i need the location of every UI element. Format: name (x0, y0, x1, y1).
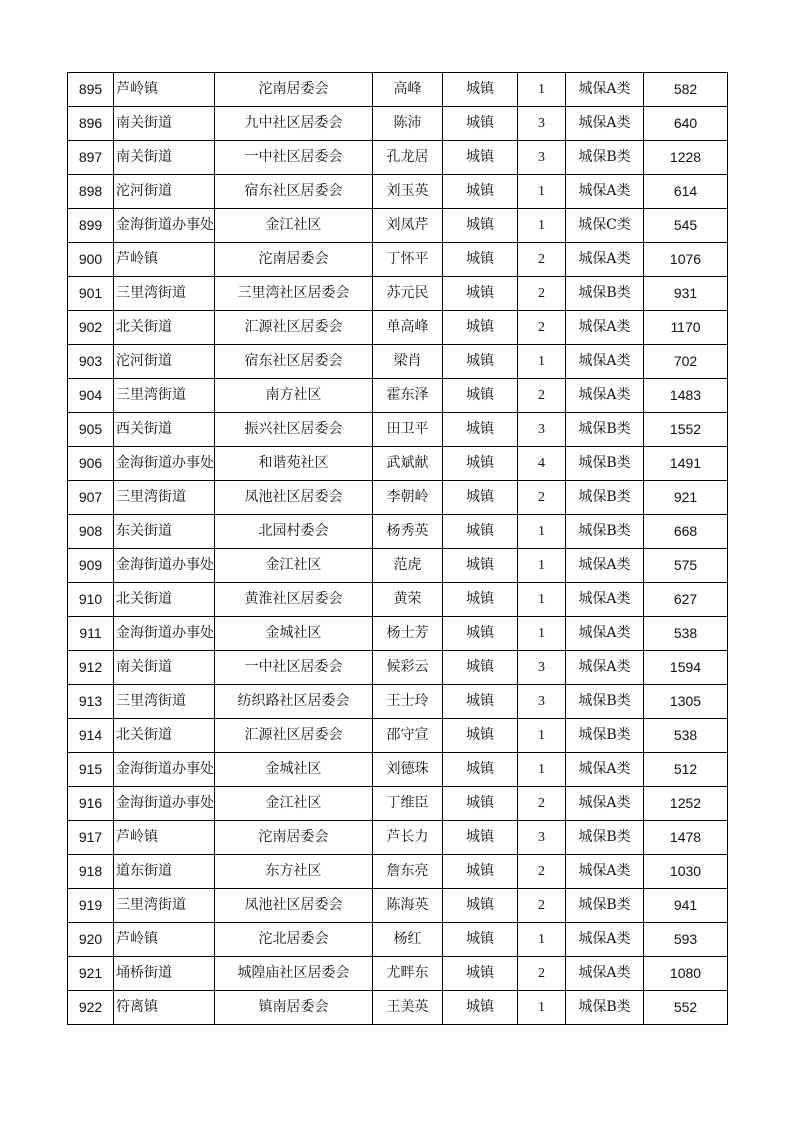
town-cell: 金海街道办事处 (114, 447, 215, 481)
member-count-cell: 3 (518, 413, 566, 447)
table-row (68, 549, 728, 583)
table-row (68, 923, 728, 957)
member-count-cell: 2 (518, 481, 566, 515)
amount-cell: 668 (644, 515, 728, 549)
row-number: 919 (68, 889, 114, 923)
amount-cell: 640 (644, 107, 728, 141)
community-cell: 宿东社区居委会 (215, 175, 373, 209)
household-type-cell: 城镇 (443, 107, 518, 141)
household-type-cell: 城镇 (443, 889, 518, 923)
household-type-cell: 城镇 (443, 549, 518, 583)
community-cell: 沱南居委会 (215, 821, 373, 855)
row-number: 909 (68, 549, 114, 583)
community-cell: 金江社区 (215, 549, 373, 583)
person-name-cell: 李朝岭 (373, 481, 443, 515)
person-name-cell: 高峰 (373, 73, 443, 107)
household-type-cell: 城镇 (443, 957, 518, 991)
community-cell: 金城社区 (215, 617, 373, 651)
person-name-cell: 王美英 (373, 991, 443, 1025)
table-row (68, 957, 728, 991)
community-cell: 东方社区 (215, 855, 373, 889)
town-cell: 金海街道办事处 (114, 617, 215, 651)
community-cell: 一中社区居委会 (215, 651, 373, 685)
household-type-cell: 城镇 (443, 311, 518, 345)
amount-cell: 552 (644, 991, 728, 1025)
row-number: 896 (68, 107, 114, 141)
household-type-cell: 城镇 (443, 651, 518, 685)
member-count-cell: 1 (518, 719, 566, 753)
member-count-cell: 1 (518, 617, 566, 651)
member-count-cell: 2 (518, 379, 566, 413)
table-row (68, 345, 728, 379)
table-row (68, 209, 728, 243)
member-count-cell: 1 (518, 923, 566, 957)
community-cell: 沱南居委会 (215, 73, 373, 107)
member-count-cell: 1 (518, 209, 566, 243)
row-number: 897 (68, 141, 114, 175)
row-number: 921 (68, 957, 114, 991)
member-count-cell: 2 (518, 277, 566, 311)
amount-cell: 921 (644, 481, 728, 515)
row-number: 916 (68, 787, 114, 821)
member-count-cell: 3 (518, 685, 566, 719)
row-number: 920 (68, 923, 114, 957)
member-count-cell: 2 (518, 787, 566, 821)
benefit-class-cell: 城保B类 (566, 277, 644, 311)
row-number: 904 (68, 379, 114, 413)
community-cell: 振兴社区居委会 (215, 413, 373, 447)
amount-cell: 1252 (644, 787, 728, 821)
household-type-cell: 城镇 (443, 719, 518, 753)
benefit-class-cell: 城保B类 (566, 719, 644, 753)
community-cell: 北园村委会 (215, 515, 373, 549)
household-type-cell: 城镇 (443, 73, 518, 107)
household-type-cell: 城镇 (443, 209, 518, 243)
row-number: 905 (68, 413, 114, 447)
person-name-cell: 尤畔东 (373, 957, 443, 991)
amount-cell: 1080 (644, 957, 728, 991)
member-count-cell: 1 (518, 73, 566, 107)
row-number: 915 (68, 753, 114, 787)
town-cell: 西关街道 (114, 413, 215, 447)
benefit-class-cell: 城保A类 (566, 855, 644, 889)
person-name-cell: 杨士芳 (373, 617, 443, 651)
member-count-cell: 1 (518, 991, 566, 1025)
person-name-cell: 丁怀平 (373, 243, 443, 277)
person-name-cell: 霍东泽 (373, 379, 443, 413)
town-cell: 沱河街道 (114, 345, 215, 379)
benefit-class-cell: 城保A类 (566, 107, 644, 141)
row-number: 918 (68, 855, 114, 889)
person-name-cell: 范虎 (373, 549, 443, 583)
person-name-cell: 詹东亮 (373, 855, 443, 889)
town-cell: 三里湾街道 (114, 481, 215, 515)
household-type-cell: 城镇 (443, 855, 518, 889)
amount-cell: 538 (644, 617, 728, 651)
household-type-cell: 城镇 (443, 753, 518, 787)
town-cell: 三里湾街道 (114, 277, 215, 311)
benefit-class-cell: 城保B类 (566, 889, 644, 923)
household-type-cell: 城镇 (443, 617, 518, 651)
amount-cell: 575 (644, 549, 728, 583)
town-cell: 芦岭镇 (114, 923, 215, 957)
community-cell: 金城社区 (215, 753, 373, 787)
member-count-cell: 1 (518, 515, 566, 549)
member-count-cell: 2 (518, 889, 566, 923)
member-count-cell: 3 (518, 821, 566, 855)
table-row (68, 787, 728, 821)
person-name-cell: 苏元民 (373, 277, 443, 311)
amount-cell: 1491 (644, 447, 728, 481)
household-type-cell: 城镇 (443, 413, 518, 447)
community-cell: 宿东社区居委会 (215, 345, 373, 379)
member-count-cell: 3 (518, 651, 566, 685)
row-number: 912 (68, 651, 114, 685)
member-count-cell: 4 (518, 447, 566, 481)
table-row (68, 175, 728, 209)
town-cell: 道东街道 (114, 855, 215, 889)
benefit-class-cell: 城保B类 (566, 821, 644, 855)
member-count-cell: 1 (518, 549, 566, 583)
benefit-class-cell: 城保A类 (566, 787, 644, 821)
household-type-cell: 城镇 (443, 787, 518, 821)
community-cell: 和谐苑社区 (215, 447, 373, 481)
table-row (68, 141, 728, 175)
benefit-class-cell: 城保A类 (566, 651, 644, 685)
community-cell: 沱北居委会 (215, 923, 373, 957)
person-name-cell: 王士玲 (373, 685, 443, 719)
person-name-cell: 梁肖 (373, 345, 443, 379)
table-row (68, 617, 728, 651)
person-name-cell: 芦长力 (373, 821, 443, 855)
community-cell: 金江社区 (215, 787, 373, 821)
table-row (68, 73, 728, 107)
community-cell: 汇源社区居委会 (215, 311, 373, 345)
benefit-class-cell: 城保A类 (566, 345, 644, 379)
amount-cell: 582 (644, 73, 728, 107)
amount-cell: 545 (644, 209, 728, 243)
community-cell: 城隍庙社区居委会 (215, 957, 373, 991)
amount-cell: 593 (644, 923, 728, 957)
household-type-cell: 城镇 (443, 447, 518, 481)
table-row (68, 753, 728, 787)
town-cell: 三里湾街道 (114, 685, 215, 719)
amount-cell: 1076 (644, 243, 728, 277)
benefit-class-cell: 城保A类 (566, 753, 644, 787)
table-row (68, 651, 728, 685)
table-row (68, 481, 728, 515)
household-type-cell: 城镇 (443, 277, 518, 311)
table-row (68, 515, 728, 549)
person-name-cell: 丁维臣 (373, 787, 443, 821)
row-number: 922 (68, 991, 114, 1025)
person-name-cell: 刘凤芹 (373, 209, 443, 243)
household-type-cell: 城镇 (443, 481, 518, 515)
table-row (68, 991, 728, 1025)
table-row (68, 719, 728, 753)
row-number: 902 (68, 311, 114, 345)
row-number: 914 (68, 719, 114, 753)
community-cell: 凤池社区居委会 (215, 889, 373, 923)
benefit-class-cell: 城保C类 (566, 209, 644, 243)
person-name-cell: 孔龙居 (373, 141, 443, 175)
member-count-cell: 2 (518, 957, 566, 991)
benefit-class-cell: 城保B类 (566, 141, 644, 175)
town-cell: 金海街道办事处 (114, 549, 215, 583)
person-name-cell: 田卫平 (373, 413, 443, 447)
household-type-cell: 城镇 (443, 583, 518, 617)
person-name-cell: 刘德珠 (373, 753, 443, 787)
town-cell: 芦岭镇 (114, 821, 215, 855)
town-cell: 沱河街道 (114, 175, 215, 209)
town-cell: 南关街道 (114, 141, 215, 175)
person-name-cell: 陈海英 (373, 889, 443, 923)
row-number: 895 (68, 73, 114, 107)
amount-cell: 627 (644, 583, 728, 617)
member-count-cell: 3 (518, 141, 566, 175)
person-name-cell: 杨红 (373, 923, 443, 957)
benefit-class-cell: 城保B类 (566, 515, 644, 549)
community-cell: 纺织路社区居委会 (215, 685, 373, 719)
person-name-cell: 刘玉英 (373, 175, 443, 209)
row-number: 903 (68, 345, 114, 379)
table-row (68, 379, 728, 413)
benefit-class-cell: 城保A类 (566, 175, 644, 209)
household-type-cell: 城镇 (443, 991, 518, 1025)
amount-cell: 538 (644, 719, 728, 753)
household-type-cell: 城镇 (443, 379, 518, 413)
member-count-cell: 1 (518, 753, 566, 787)
benefit-class-cell: 城保A类 (566, 583, 644, 617)
benefit-records-table (67, 72, 728, 1025)
amount-cell: 1305 (644, 685, 728, 719)
town-cell: 南关街道 (114, 651, 215, 685)
person-name-cell: 候彩云 (373, 651, 443, 685)
benefit-class-cell: 城保B类 (566, 991, 644, 1025)
person-name-cell: 黄荣 (373, 583, 443, 617)
person-name-cell: 单高峰 (373, 311, 443, 345)
community-cell: 三里湾社区居委会 (215, 277, 373, 311)
town-cell: 芦岭镇 (114, 73, 215, 107)
benefit-class-cell: 城保A类 (566, 243, 644, 277)
town-cell: 北关街道 (114, 311, 215, 345)
town-cell: 东关街道 (114, 515, 215, 549)
table-row (68, 277, 728, 311)
row-number: 906 (68, 447, 114, 481)
table-row (68, 855, 728, 889)
town-cell: 金海街道办事处 (114, 787, 215, 821)
benefit-class-cell: 城保A类 (566, 549, 644, 583)
row-number: 900 (68, 243, 114, 277)
community-cell: 镇南居委会 (215, 991, 373, 1025)
row-number: 913 (68, 685, 114, 719)
person-name-cell: 邵守宣 (373, 719, 443, 753)
benefit-class-cell: 城保B类 (566, 413, 644, 447)
household-type-cell: 城镇 (443, 243, 518, 277)
town-cell: 三里湾街道 (114, 379, 215, 413)
town-cell: 北关街道 (114, 583, 215, 617)
town-cell: 芦岭镇 (114, 243, 215, 277)
amount-cell: 614 (644, 175, 728, 209)
member-count-cell: 2 (518, 243, 566, 277)
household-type-cell: 城镇 (443, 685, 518, 719)
amount-cell: 1228 (644, 141, 728, 175)
amount-cell: 1552 (644, 413, 728, 447)
member-count-cell: 2 (518, 311, 566, 345)
row-number: 917 (68, 821, 114, 855)
benefit-class-cell: 城保A类 (566, 379, 644, 413)
community-cell: 金江社区 (215, 209, 373, 243)
table-row (68, 243, 728, 277)
town-cell: 金海街道办事处 (114, 753, 215, 787)
community-cell: 凤池社区居委会 (215, 481, 373, 515)
benefit-class-cell: 城保B类 (566, 685, 644, 719)
member-count-cell: 2 (518, 855, 566, 889)
community-cell: 九中社区居委会 (215, 107, 373, 141)
person-name-cell: 陈沛 (373, 107, 443, 141)
member-count-cell: 1 (518, 175, 566, 209)
benefit-class-cell: 城保A类 (566, 311, 644, 345)
benefit-class-cell: 城保B类 (566, 481, 644, 515)
row-number: 907 (68, 481, 114, 515)
table-row (68, 447, 728, 481)
person-name-cell: 武斌献 (373, 447, 443, 481)
benefit-class-cell: 城保A类 (566, 923, 644, 957)
benefit-class-cell: 城保B类 (566, 447, 644, 481)
table-row (68, 413, 728, 447)
amount-cell: 1483 (644, 379, 728, 413)
town-cell: 埇桥街道 (114, 957, 215, 991)
row-number: 910 (68, 583, 114, 617)
person-name-cell: 杨秀英 (373, 515, 443, 549)
town-cell: 北关街道 (114, 719, 215, 753)
benefit-class-cell: 城保A类 (566, 73, 644, 107)
community-cell: 黄淮社区居委会 (215, 583, 373, 617)
table-row (68, 889, 728, 923)
row-number: 898 (68, 175, 114, 209)
row-number: 899 (68, 209, 114, 243)
amount-cell: 1170 (644, 311, 728, 345)
community-cell: 汇源社区居委会 (215, 719, 373, 753)
row-number: 908 (68, 515, 114, 549)
table-row (68, 311, 728, 345)
community-cell: 沱南居委会 (215, 243, 373, 277)
amount-cell: 1030 (644, 855, 728, 889)
table-row (68, 821, 728, 855)
household-type-cell: 城镇 (443, 821, 518, 855)
household-type-cell: 城镇 (443, 175, 518, 209)
amount-cell: 1594 (644, 651, 728, 685)
community-cell: 南方社区 (215, 379, 373, 413)
amount-cell: 512 (644, 753, 728, 787)
town-cell: 金海街道办事处 (114, 209, 215, 243)
benefit-class-cell: 城保A类 (566, 617, 644, 651)
amount-cell: 931 (644, 277, 728, 311)
town-cell: 三里湾街道 (114, 889, 215, 923)
household-type-cell: 城镇 (443, 141, 518, 175)
amount-cell: 941 (644, 889, 728, 923)
benefit-class-cell: 城保A类 (566, 957, 644, 991)
member-count-cell: 1 (518, 583, 566, 617)
household-type-cell: 城镇 (443, 923, 518, 957)
table-row (68, 583, 728, 617)
amount-cell: 1478 (644, 821, 728, 855)
amount-cell: 702 (644, 345, 728, 379)
table-row (68, 107, 728, 141)
table-row (68, 685, 728, 719)
member-count-cell: 1 (518, 345, 566, 379)
row-number: 901 (68, 277, 114, 311)
household-type-cell: 城镇 (443, 345, 518, 379)
community-cell: 一中社区居委会 (215, 141, 373, 175)
member-count-cell: 3 (518, 107, 566, 141)
town-cell: 南关街道 (114, 107, 215, 141)
row-number: 911 (68, 617, 114, 651)
town-cell: 符离镇 (114, 991, 215, 1025)
household-type-cell: 城镇 (443, 515, 518, 549)
